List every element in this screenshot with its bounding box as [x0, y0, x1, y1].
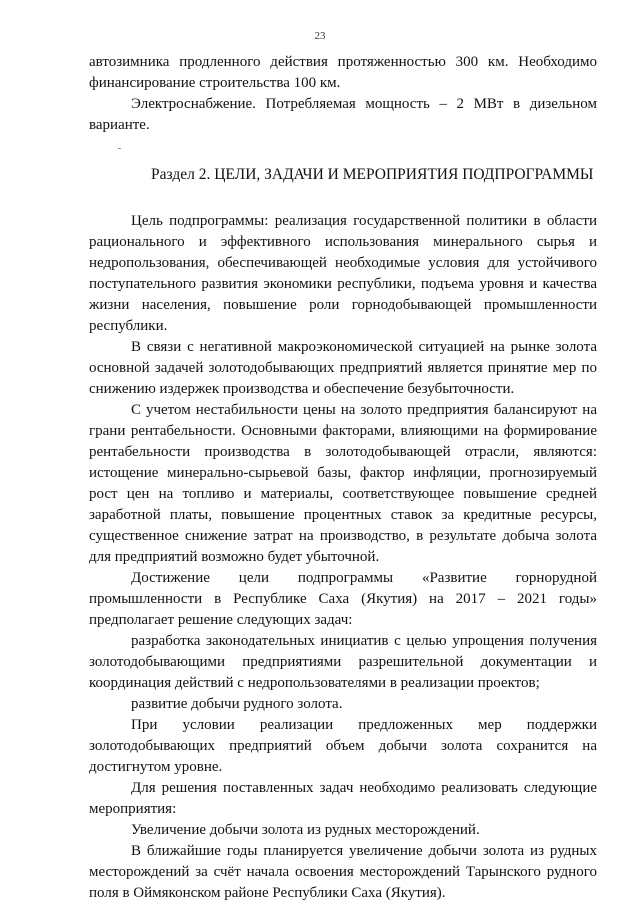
- paragraph: В ближайшие годы планируется увеличение добычи золота из рудных месторождений за счёт начала освоения месторождений Тарынского рудного поля в Оймяконском районе Республики Саха (Якутия).: [89, 843, 597, 901]
- paragraph: С учетом нестабильности цены на золото предприятия балансируют на грани рентабельности. Основными факторами, влияющими на формирование рентабельности производства в золотодобывающей отрасли, являются: истощение минерально-сырьевой базы, фактор инфляции, прогнозируемый рост цен на топливо и материалы, соответствующее повышение средней заработной платы, повышение процентных ставок за кредитные ресурсы, существенное снижение затрат на производство, в результате добыча золота для предприятий возможно будет убыточной.: [89, 402, 597, 565]
- list-item: разработка законодательных инициатив с целью упрощения получения золотодобывающими предприятиями разрешительной документации и координация действий с недропользователями в реализации проектов;: [89, 633, 597, 691]
- paragraph: В связи с негативной макроэкономической ситуацией на рынке золота основной задачей золотодобывающих предприятий является принятие мер по снижению издержек производства и обеспечение безубыточности.: [89, 339, 597, 397]
- list-item: развитие добычи рудного золота.: [131, 696, 343, 712]
- paragraph: Увеличение добычи золота из рудных месторождений.: [131, 822, 480, 838]
- paragraph: Достижение цели подпрограммы «Развитие горнорудной промышленности в Республике Саха (Якутия) на 2017 – 2021 годы» предполагает решение следующих задач:: [89, 570, 597, 628]
- paragraph: При условии реализации предложенных мер поддержки золотодобывающих предприятий объем добычи золота сохранится на достигнутом уровне.: [89, 717, 597, 775]
- document-body: [89, 52, 597, 904]
- page-number: 23: [314, 30, 326, 42]
- paragraph: автозимника продленного действия протяженностью 300 км. Необходимо финансирование строительства 100 км.: [89, 54, 597, 91]
- section-title: Раздел 2. ЦЕЛИ, ЗАДАЧИ И МЕРОПРИЯТИЯ ПОДПРОГРАММЫ: [151, 166, 594, 183]
- paragraph: Электроснабжение. Потребляемая мощность – 2 МВт в дизельном варианте.: [89, 96, 597, 133]
- paragraph: Для решения поставленных задач необходимо реализовать следующие мероприятия:: [89, 780, 597, 817]
- paragraph: Цель подпрограммы: реализация государственной политики в области рационального и эффективного использования минерального сырья и недропользования, обеспечивающей необходимые условия для устойчивого поступательного развития экономики республики, подъема уровня и качества жизни населения, повышение роли горнодобывающей промышленности республики.: [89, 213, 597, 334]
